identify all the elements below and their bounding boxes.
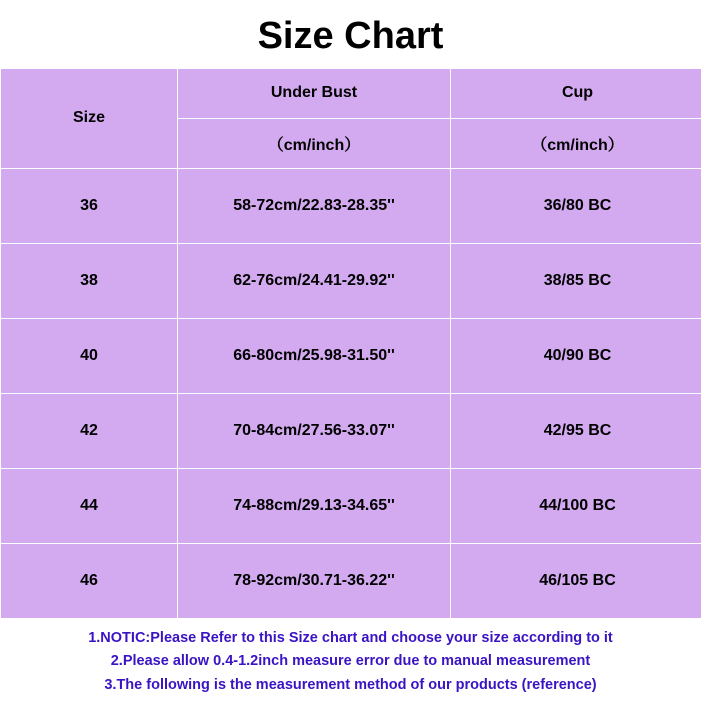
table-row xyxy=(1,168,701,243)
table-header-row-1 xyxy=(1,68,701,118)
header-under-bust: Under Bust xyxy=(178,68,451,118)
cell-under-bust: 66-80cm/25.98-31.50'' xyxy=(178,318,451,393)
table-row xyxy=(1,318,701,393)
notes-section xyxy=(0,619,701,697)
cell-size: 42 xyxy=(1,393,178,468)
header-cup: Cup xyxy=(451,68,701,118)
header-size: Size xyxy=(1,68,178,168)
table-row xyxy=(1,243,701,318)
cell-size: 40 xyxy=(1,318,178,393)
cell-size: 38 xyxy=(1,243,178,318)
page-title: Size Chart xyxy=(257,15,444,57)
cell-under-bust: 78-92cm/30.71-36.22'' xyxy=(178,543,451,618)
note-line-3: 3.The following is the measurement method of our products (reference) xyxy=(104,676,597,693)
cell-cup: 46/105 BC xyxy=(451,543,701,618)
cell-cup: 36/80 BC xyxy=(451,168,701,243)
cell-cup: 42/95 BC xyxy=(451,393,701,468)
cell-cup: 38/85 BC xyxy=(451,243,701,318)
size-chart-table xyxy=(0,68,701,619)
cell-under-bust: 70-84cm/27.56-33.07'' xyxy=(178,393,451,468)
header-cup-unit: （cm/inch） xyxy=(451,118,701,168)
cell-under-bust: 58-72cm/22.83-28.35'' xyxy=(178,168,451,243)
cell-under-bust: 62-76cm/24.41-29.92'' xyxy=(178,243,451,318)
note-line-2: 2.Please allow 0.4-1.2inch measure error due to manual measurement xyxy=(110,653,591,670)
table-row xyxy=(1,468,701,543)
cell-under-bust: 74-88cm/29.13-34.65'' xyxy=(178,468,451,543)
cell-size: 46 xyxy=(1,543,178,618)
table-row xyxy=(1,543,701,618)
cell-cup: 40/90 BC xyxy=(451,318,701,393)
header-under-bust-unit: （cm/inch） xyxy=(178,118,451,168)
cell-size: 36 xyxy=(1,168,178,243)
note-line-1: 1.NOTIC:Please Refer to this Size chart and choose your size according to it xyxy=(88,629,613,646)
cell-cup: 44/100 BC xyxy=(451,468,701,543)
cell-size: 44 xyxy=(1,468,178,543)
table-row xyxy=(1,393,701,468)
